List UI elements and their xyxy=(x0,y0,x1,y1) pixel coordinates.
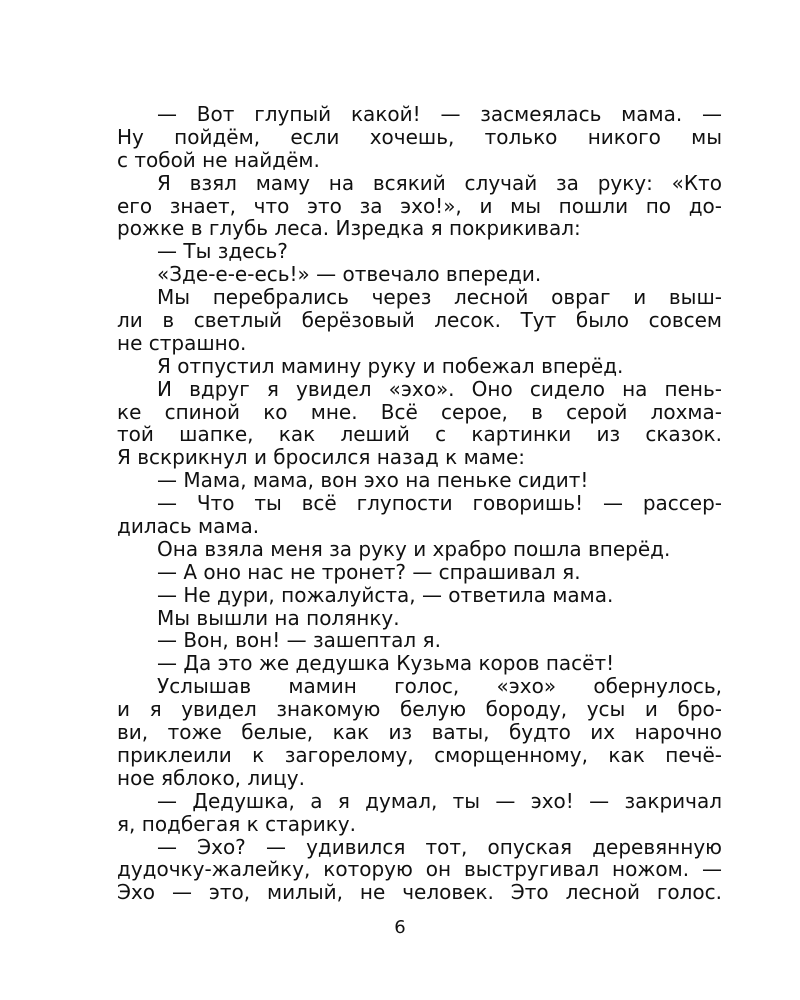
text-line: — Вот глупый какой! — засмеялась мама. — xyxy=(157,102,722,126)
text-line: дудочку-жалейку, которую он выстругивал ножом. — xyxy=(117,857,722,882)
page-number: 6 xyxy=(394,917,406,938)
text-line: — Дедушка, а я думал, ты — эхо! — закричал xyxy=(157,788,722,813)
text-line: Она взяла меня за руку и храбро пошла вперёд. xyxy=(157,536,671,561)
text-line: с тобой не найдём. xyxy=(117,147,320,172)
text-line: Мы вышли на полянку. xyxy=(157,605,400,630)
text-line: не страшно. xyxy=(117,330,247,355)
text-line: Эхо — это, милый, не человек. Это лесной голос. xyxy=(117,880,722,905)
text-line: — Что ты всё глупости говоришь! — рассер- xyxy=(157,491,722,516)
text-line: рожке в глубь леса. Изредка я покрикивал: xyxy=(117,216,581,241)
text-line: Я отпустил мамину руку и побежал вперёд. xyxy=(157,353,624,378)
text-line: — Мама, мама, вон эхо на пеньке сидит! xyxy=(157,468,589,493)
text-line: Ну пойдём, если хочешь, только никого мы xyxy=(117,124,722,149)
text-line: дилась мама. xyxy=(117,514,260,539)
text-line: я, подбегая к старику. xyxy=(117,811,356,836)
text-line: И вдруг я увидел «эхо». Оно сидело на пень- xyxy=(157,376,722,401)
text-line: ке спиной ко мне. Всё серое, в серой лохма- xyxy=(117,399,722,424)
text-line: приклеили к загорелому, сморщенному, как печё- xyxy=(117,742,722,767)
text-line: Услышав мамин голос, «эхо» обернулось, xyxy=(157,674,722,699)
text-line: Я вскрикнул и бросился назад к маме: xyxy=(117,445,526,470)
text-line: — А оно нас не тронет? — спрашивал я. xyxy=(157,559,581,584)
text-line: — Не дури, пожалуйста, — ответила мама. xyxy=(157,582,614,607)
text-line: и я увидел знакомую белую бороду, усы и бро- xyxy=(117,697,722,722)
text-line: ви, тоже белые, как из ваты, будто их нарочно xyxy=(117,720,722,745)
text-line: «Зде-е-е-есь!» — отвечало впереди. xyxy=(157,262,542,287)
page-text-body xyxy=(117,103,722,904)
text-line: — Да это же дедушка Кузьма коров пасёт! xyxy=(157,651,615,676)
text-line: — Эхо? — удивился тот, опуская деревянную xyxy=(157,834,722,859)
text-line: Я взял маму на всякий случай за руку: «Кто xyxy=(157,170,722,195)
text-line: Мы перебрались через лесной овраг и выш- xyxy=(157,285,722,310)
text-line: — Вон, вон! — зашептал я. xyxy=(157,628,441,653)
text-line: той шапке, как леший с картинки из сказок. xyxy=(117,422,722,447)
text-line: его знает, что это за эхо!», и мы пошли по до- xyxy=(117,193,722,218)
text-line: ное яблоко, лицу. xyxy=(117,765,305,790)
text-line: ли в светлый берёзовый лесок. Тут было совсем xyxy=(117,308,722,333)
text-line: — Ты здесь? xyxy=(157,239,288,264)
